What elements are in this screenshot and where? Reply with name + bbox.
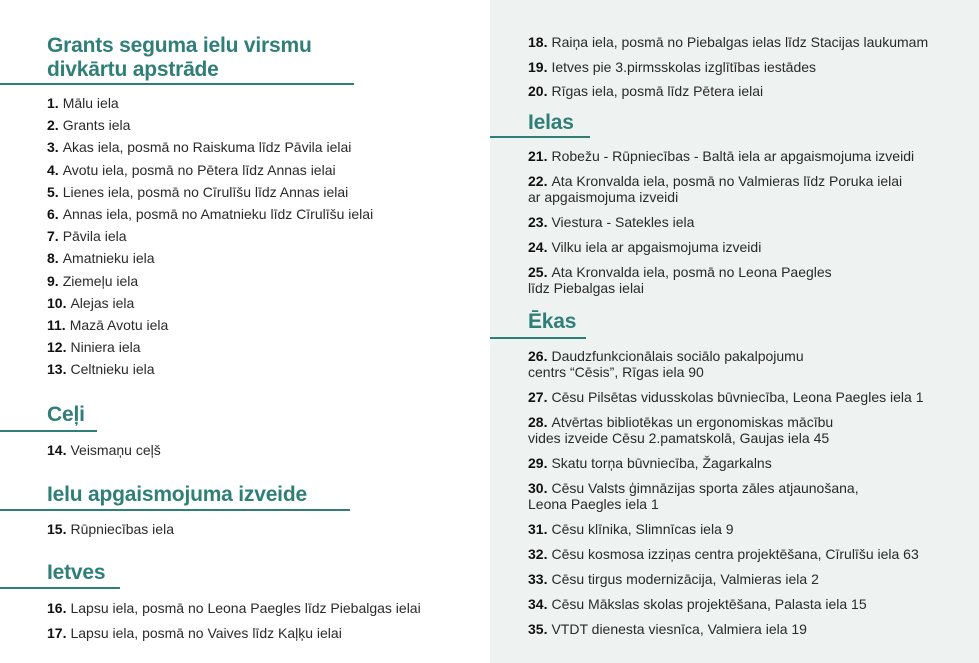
item-text: Annas iela, posmā no Amatnieku līdz Cīrulīšu ielai — [62, 205, 374, 222]
item-text: Raiņa iela, posmā no Piebalgas ielas līdz Stacijas laukumam — [551, 34, 929, 50]
list-item — [47, 295, 373, 311]
item-text: Mālu iela — [62, 95, 119, 111]
item-number: 11. — [47, 316, 66, 333]
item-text: Skatu torņa būvniecība, Žagarkalns — [551, 455, 772, 471]
item-text: Ata Kronvalda iela, posmā no Valmieras līdz Poruka ielai — [551, 173, 903, 189]
item-number: 22. — [528, 173, 548, 189]
list-item — [47, 228, 373, 244]
list-item — [47, 625, 421, 641]
section-title-grants-line1: Grants seguma ielu virsmu — [47, 34, 312, 57]
list-item — [528, 389, 923, 405]
item-text: Rīgas iela, posmā līdz Pētera ielai — [551, 83, 764, 99]
item-text-continued: centrs “Cēsis”, Rīgas iela 90 — [528, 364, 704, 380]
item-text: Ata Kronvalda iela, posmā no Leona Paegles — [551, 264, 832, 280]
item-text: Celtnieku iela — [70, 361, 155, 378]
item-number: 20. — [528, 83, 548, 99]
item-number: 25. — [528, 264, 548, 280]
list-item — [528, 348, 923, 380]
item-text: Lienes iela, posmā no Cīrulīšu līdz Annas ielai — [62, 183, 349, 200]
item-number: 8. — [47, 250, 59, 267]
item-text: Veismaņu ceļš — [70, 442, 161, 458]
item-text: Cēsu Valsts ģimnāzijas sporta zāles atjaunošana, — [551, 480, 859, 496]
list-item — [528, 59, 928, 75]
item-text: Ziemeļu iela — [62, 272, 139, 289]
list-item — [47, 250, 373, 266]
list-item — [528, 83, 928, 99]
list-item — [528, 455, 923, 471]
list-item — [47, 317, 373, 333]
section-title-grants-line2: divkārtu apstrāde — [47, 58, 219, 81]
list-item — [528, 480, 923, 512]
item-text-continued: ar apgaismojuma izveidi — [528, 189, 679, 205]
section-title-ekas: Ēkas — [528, 310, 577, 333]
list-apgaismojums — [47, 521, 174, 543]
list-grants — [47, 95, 373, 383]
item-number: 34. — [528, 596, 548, 612]
list-item — [528, 521, 923, 537]
list-item — [528, 414, 923, 446]
item-number: 17. — [47, 625, 67, 641]
item-text: Avotu iela, posmā no Pētera līdz Annas ielai — [62, 161, 336, 178]
list-item — [528, 546, 923, 562]
item-number: 26. — [528, 348, 548, 364]
section-rule-ielas — [490, 136, 590, 138]
item-text: Viestura - Satekles iela — [551, 214, 695, 230]
section-title-grants — [47, 34, 312, 82]
item-number: 4. — [47, 161, 59, 178]
item-number: 5. — [47, 183, 59, 200]
section-rule-ietves — [0, 587, 120, 589]
list-item — [47, 184, 373, 200]
list-item — [47, 139, 373, 155]
section-rule-celi — [0, 430, 97, 432]
list-item — [528, 239, 914, 255]
item-number: 14. — [47, 442, 67, 458]
section-title-ietves: Ietves — [47, 561, 106, 584]
list-ietves-left — [47, 600, 421, 650]
item-number: 30. — [528, 480, 548, 496]
item-text: Lapsu iela, posmā no Leona Paegles līdz Piebalgas ielai — [70, 600, 421, 616]
list-item — [528, 148, 914, 164]
item-number: 6. — [47, 205, 59, 222]
item-text: Alejas iela — [70, 294, 135, 311]
item-number: 29. — [528, 455, 548, 471]
item-text: Grants iela — [62, 117, 131, 134]
list-item — [47, 117, 373, 133]
list-item — [528, 596, 923, 612]
list-celi — [47, 442, 161, 464]
item-text-continued: līdz Piebalgas ielai — [528, 280, 644, 296]
list-ekas — [528, 348, 923, 646]
item-number: 3. — [47, 139, 59, 156]
item-number: 32. — [528, 546, 548, 562]
item-number: 27. — [528, 389, 548, 405]
section-title-ielas: Ielas — [528, 111, 574, 134]
item-number: 10. — [47, 294, 67, 311]
list-ietves-right — [528, 34, 928, 108]
list-item — [47, 521, 174, 537]
item-text: Amatnieku iela — [62, 250, 155, 267]
section-rule-ekas — [490, 337, 586, 339]
item-number: 7. — [47, 228, 59, 245]
list-item — [528, 571, 923, 587]
list-item — [47, 162, 373, 178]
item-number: 31. — [528, 521, 548, 537]
item-number: 21. — [528, 148, 548, 164]
item-text-continued: Leona Paegles iela 1 — [528, 496, 659, 512]
item-number: 23. — [528, 214, 548, 230]
list-ielas — [528, 148, 914, 305]
item-text: Lapsu iela, posmā no Vaives līdz Kaļķu ielai — [70, 625, 342, 641]
item-text: Cēsu klīnika, Slimnīcas iela 9 — [551, 521, 734, 537]
list-item — [528, 214, 914, 230]
item-text: Ietves pie 3.pirmsskolas izglītības iestādes — [551, 58, 817, 75]
item-number: 24. — [528, 239, 548, 255]
item-text: Cēsu Pilsētas vidusskolas būvniecība, Leona Paegles iela 1 — [551, 389, 924, 405]
item-text: Mazā Avotu iela — [69, 316, 169, 333]
item-text: Daudzfunkcionālais sociālo pakalpojumu — [551, 348, 804, 364]
list-item — [528, 264, 914, 296]
item-number: 28. — [528, 414, 548, 430]
item-number: 19. — [528, 58, 548, 75]
list-item — [528, 173, 914, 205]
list-item — [47, 339, 373, 355]
item-text-continued: vides izveide Cēsu 2.pamatskolā, Gaujas iela 45 — [528, 430, 830, 446]
section-rule-grants — [0, 83, 354, 85]
section-rule-apgaismojums — [0, 509, 350, 511]
list-item — [47, 206, 373, 222]
item-number: 18. — [528, 34, 548, 50]
item-text: Cēsu tirgus modernizācija, Valmieras iela 2 — [551, 571, 819, 587]
item-number: 9. — [47, 272, 59, 289]
item-number: 15. — [47, 521, 67, 537]
item-number: 35. — [528, 621, 548, 637]
item-text: Cēsu kosmosa izziņas centra projektēšana, Cīrulīšu iela 63 — [551, 546, 919, 562]
item-text: Akas iela, posmā no Raiskuma līdz Pāvila ielai — [62, 139, 352, 156]
list-item — [47, 361, 373, 377]
section-title-apgaismojums: Ielu apgaismojuma izveide — [47, 483, 307, 506]
list-item — [47, 600, 421, 616]
item-text: Atvērtas bibliotēkas un ergonomiskas mācību — [551, 414, 834, 430]
list-item — [47, 273, 373, 289]
list-item — [47, 442, 161, 458]
section-title-celi: Ceļi — [47, 403, 85, 426]
item-text: Pāvila iela — [62, 228, 127, 245]
list-item — [528, 621, 923, 637]
item-text: VTDT dienesta viesnīca, Valmiera iela 19 — [551, 621, 807, 637]
item-number: 33. — [528, 571, 548, 587]
item-number: 13. — [47, 361, 67, 378]
item-text: Cēsu Mākslas skolas projektēšana, Palasta iela 15 — [551, 596, 867, 612]
item-text: Rūpniecības iela — [70, 521, 174, 537]
item-number: 16. — [47, 600, 67, 616]
item-text: Robežu - Rūpniecības - Baltā iela ar apgaismojuma izveidi — [551, 148, 915, 164]
item-number: 12. — [47, 339, 67, 356]
item-number: 2. — [47, 117, 59, 134]
item-number: 1. — [47, 95, 59, 111]
item-text: Niniera iela — [70, 339, 141, 356]
list-item — [47, 95, 373, 111]
item-text: Vilku iela ar apgaismojuma izveidi — [551, 239, 762, 255]
list-item — [528, 34, 928, 50]
